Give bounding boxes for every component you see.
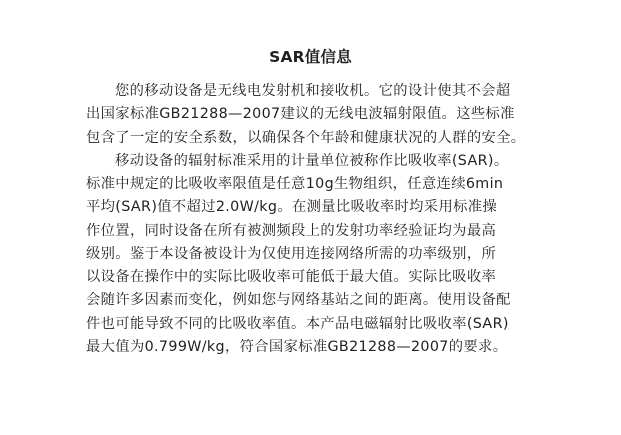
paragraph-1-line-1: 您的移动设备是无线电发射机和接收机。它的设计使其不会超: [115, 83, 511, 99]
page-title: SAR值信息: [269, 48, 352, 66]
paragraph-2-line-8: 件也可能导致不同的比吸收率值。本产品电磁辐射比吸收率(SAR): [86, 315, 509, 332]
paragraph-2-line-1: 移动设备的辐射标准采用的计量单位被称作比吸收率(SAR)。: [115, 152, 509, 169]
paragraph-1-line-2: 出国家标准GB21288—2007建议的无线电波辐射限值。这些标准: [86, 106, 515, 123]
paragraph-2-line-9: 最大值为0.799W/kg，符合国家标准GB21288—2007的要求。: [86, 338, 508, 355]
paragraph-2-line-2: 标准中规定的比吸收率限值是任意10g生物组织，任意连续6min: [86, 176, 504, 192]
paragraph-2-line-7: 会随许多因素而变化，例如您与网络基站之间的距离。使用设备配: [86, 292, 511, 309]
paragraph-2-line-3: 平均(SAR)值不超过2.0W/kg。在测量比吸收率时均采用标准操: [86, 199, 498, 216]
paragraph-2-line-6: 以设备在操作中的实际比吸收率可能低于最大值。实际比吸收率: [86, 269, 497, 285]
paragraph-2-line-5: 级别。鉴于本设备被设计为仅使用连接网络所需的功率级别，所: [86, 245, 497, 262]
paragraph-2-line-4: 作位置，同时设备在所有被测频段上的发射功率经验证均为最高: [86, 222, 497, 239]
sar-body-text: [86, 80, 606, 359]
paragraph-1-line-3: 包含了一定的安全系数，以确保各个年龄和健康状况的人群的安全。: [86, 129, 526, 146]
